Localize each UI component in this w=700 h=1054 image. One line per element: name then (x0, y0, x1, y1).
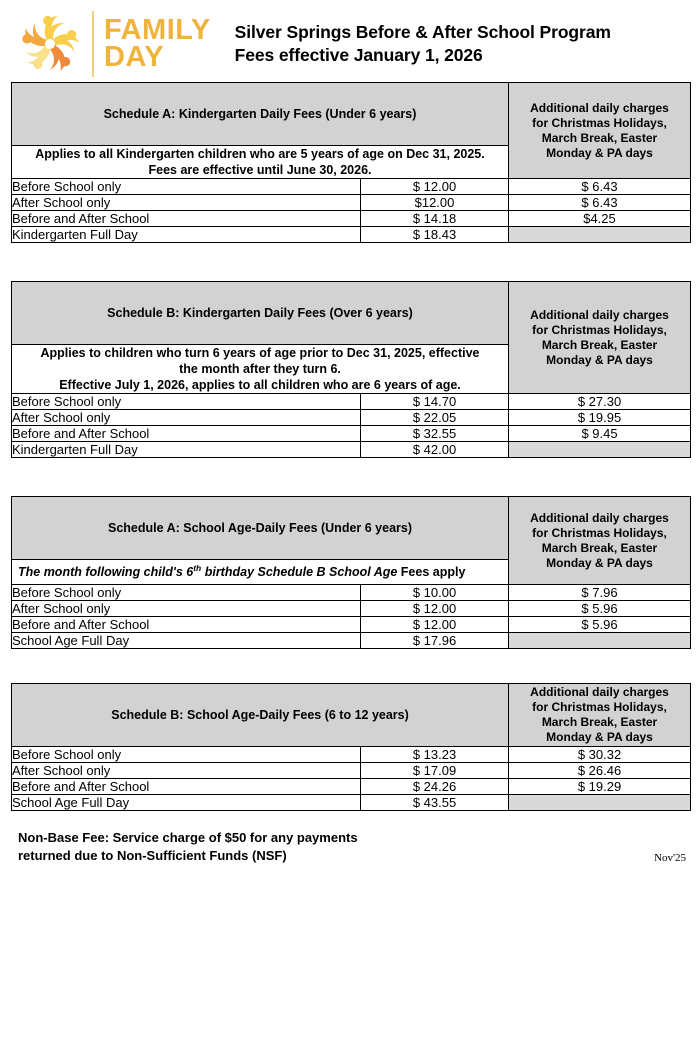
additional-charge-amount: $ 7.96 (509, 585, 691, 601)
family-day-logo (14, 8, 211, 80)
additional-charge-amount: $ 6.43 (509, 179, 691, 195)
fee-amount: $ 17.96 (361, 633, 509, 649)
table-row (12, 426, 691, 442)
fee-amount: $ 14.70 (361, 394, 509, 410)
logo-wordmark-line1: FAMILY (104, 14, 211, 47)
table-header-row (12, 83, 691, 146)
page-header (0, 0, 700, 82)
table-row (12, 410, 691, 426)
table-row (12, 585, 691, 601)
table-spacer (0, 243, 700, 281)
logo-wordmark-line2: DAY (104, 41, 165, 73)
table-row (12, 211, 691, 227)
page-title-line2: Fees effective January 1, 2026 (234, 45, 483, 65)
fee-amount: $ 10.00 (361, 585, 509, 601)
fee-label: School Age Full Day (12, 633, 361, 649)
additional-charges-line3: March Break, Easter (541, 715, 658, 729)
fee-table-schedule-a-school-age (11, 496, 691, 649)
table-row (12, 179, 691, 195)
fee-amount: $ 17.09 (361, 763, 509, 779)
fee-amount: $ 32.55 (361, 426, 509, 442)
table-row (12, 601, 691, 617)
fee-amount: $ 43.55 (361, 795, 509, 811)
fee-label: Before School only (12, 585, 361, 601)
table-spacer (0, 458, 700, 496)
fee-label: Before and After School (12, 779, 361, 795)
table-row (12, 779, 691, 795)
additional-charge-amount: $ 26.46 (509, 763, 691, 779)
fee-label: Before School only (12, 179, 361, 195)
schedule-header: Schedule B: School Age-Daily Fees (6 to 12 years) (12, 684, 509, 747)
additional-charges-header (509, 497, 691, 585)
additional-charges-line3: March Break, Easter (541, 540, 658, 555)
additional-charges-line1: Additional daily charges (530, 100, 669, 115)
non-base-fee-note-line1: Non-Base Fee: Service charge of $50 for any payments (18, 830, 358, 845)
birthday-note-middle: birthday Schedule B School Age (201, 565, 398, 579)
eligibility-note (12, 345, 509, 394)
pinwheel-people-icon (14, 8, 86, 80)
fee-amount: $ 13.23 (361, 747, 509, 763)
additional-charge-not-applicable (509, 442, 691, 458)
fee-label: Kindergarten Full Day (12, 227, 361, 243)
additional-charges-line1: Additional daily charges (530, 510, 669, 525)
eligibility-note-line1: Applies to children who turn 6 years of age prior to Dec 31, 2025, effective (40, 346, 480, 360)
fee-amount: $12.00 (361, 195, 509, 211)
fee-amount: $ 18.43 (361, 227, 509, 243)
fee-label: Before School only (12, 747, 361, 763)
eligibility-note (12, 146, 509, 179)
additional-charges-line2: for Christmas Holidays, (532, 322, 667, 337)
birthday-transition-note (12, 560, 509, 585)
additional-charges-line4: Monday & PA days (546, 145, 653, 160)
additional-charges-line4: Monday & PA days (546, 555, 653, 570)
additional-charge-amount: $4.25 (509, 211, 691, 227)
fee-table-schedule-b-kindergarten (11, 281, 691, 458)
page-title (235, 21, 611, 67)
schedule-header: Schedule A: Kindergarten Daily Fees (Under 6 years) (12, 83, 509, 146)
table-row (12, 617, 691, 633)
additional-charges-header (509, 83, 691, 179)
table-row (12, 633, 691, 649)
fee-amount: $ 24.26 (361, 779, 509, 795)
eligibility-note-line1: Applies to all Kindergarten children who are 5 years of age on Dec 31, 2025. (35, 147, 485, 161)
non-base-fee-note-line2: returned due to Non-Sufficient Funds (NSF) (18, 847, 287, 863)
additional-charges-line3: March Break, Easter (541, 130, 658, 145)
fee-label: After School only (12, 601, 361, 617)
schedule-header: Schedule B: Kindergarten Daily Fees (Over 6 years) (12, 282, 509, 345)
fee-table-schedule-a-kindergarten (11, 82, 691, 243)
fee-amount: $ 22.05 (361, 410, 509, 426)
additional-charges-line4: Monday & PA days (546, 352, 653, 367)
fee-label: Before and After School (12, 617, 361, 633)
additional-charge-amount: $ 6.43 (509, 195, 691, 211)
additional-charge-amount: $ 9.45 (509, 426, 691, 442)
fee-amount: $ 12.00 (361, 179, 509, 195)
additional-charge-amount: $ 19.29 (509, 779, 691, 795)
fee-amount: $ 14.18 (361, 211, 509, 227)
schedule-header: Schedule A: School Age-Daily Fees (Under 6 years) (12, 497, 509, 560)
table-row (12, 795, 691, 811)
table-row (12, 747, 691, 763)
additional-charges-header (509, 684, 691, 747)
additional-charge-amount: $ 19.95 (509, 410, 691, 426)
table-row (12, 763, 691, 779)
birthday-note-prefix: The month following child's 6 (18, 565, 194, 579)
additional-charge-not-applicable (509, 795, 691, 811)
page-title-line1: Silver Springs Before & After School Program (234, 21, 611, 42)
additional-charges-header (509, 282, 691, 394)
fee-label: Before School only (12, 394, 361, 410)
table-row (12, 394, 691, 410)
additional-charges-line2: for Christmas Holidays, (532, 525, 667, 540)
additional-charges-line3: March Break, Easter (541, 337, 658, 352)
additional-charges-line2: for Christmas Holidays, (532, 700, 667, 714)
table-row (12, 227, 691, 243)
table-spacer (0, 649, 700, 683)
birthday-note-tail: Fees apply (397, 565, 466, 579)
fee-label: Before and After School (12, 211, 361, 227)
fee-label: School Age Full Day (12, 795, 361, 811)
table-header-row (12, 282, 691, 345)
logo-wordmark (104, 14, 211, 73)
table-header-row (12, 497, 691, 560)
additional-charge-amount: $ 30.32 (509, 747, 691, 763)
table-row (12, 195, 691, 211)
eligibility-note-line3: Effective July 1, 2026, applies to all children who are 6 years of age. (59, 378, 461, 392)
table-header-row (12, 684, 691, 747)
revision-date: Nov'25 (654, 851, 686, 864)
fee-table-schedule-b-school-age (11, 683, 691, 811)
additional-charge-not-applicable (509, 633, 691, 649)
page-footer (18, 829, 686, 865)
logo-divider (92, 11, 94, 77)
additional-charges-line2: for Christmas Holidays, (532, 115, 667, 130)
fee-label: After School only (12, 410, 361, 426)
non-base-fee-note (18, 829, 358, 865)
additional-charge-amount: $ 5.96 (509, 601, 691, 617)
additional-charges-line4: Monday & PA days (546, 730, 653, 744)
fee-label: Kindergarten Full Day (12, 442, 361, 458)
fee-amount: $ 12.00 (361, 601, 509, 617)
eligibility-note-line2: Fees are effective until June 30, 2026. (148, 163, 372, 177)
fee-label: Before and After School (12, 426, 361, 442)
eligibility-note-line2: the month after they turn 6. (179, 362, 341, 376)
additional-charges-line1: Additional daily charges (530, 307, 669, 322)
fee-amount: $ 12.00 (361, 617, 509, 633)
table-row (12, 442, 691, 458)
additional-charges-line1: Additional daily charges (530, 685, 669, 699)
fee-label: After School only (12, 195, 361, 211)
additional-charge-not-applicable (509, 227, 691, 243)
fee-label: After School only (12, 763, 361, 779)
additional-charge-amount: $ 27.30 (509, 394, 691, 410)
fee-amount: $ 42.00 (361, 442, 509, 458)
birthday-note-ordinal-suffix: th (193, 562, 202, 573)
additional-charge-amount: $ 5.96 (509, 617, 691, 633)
